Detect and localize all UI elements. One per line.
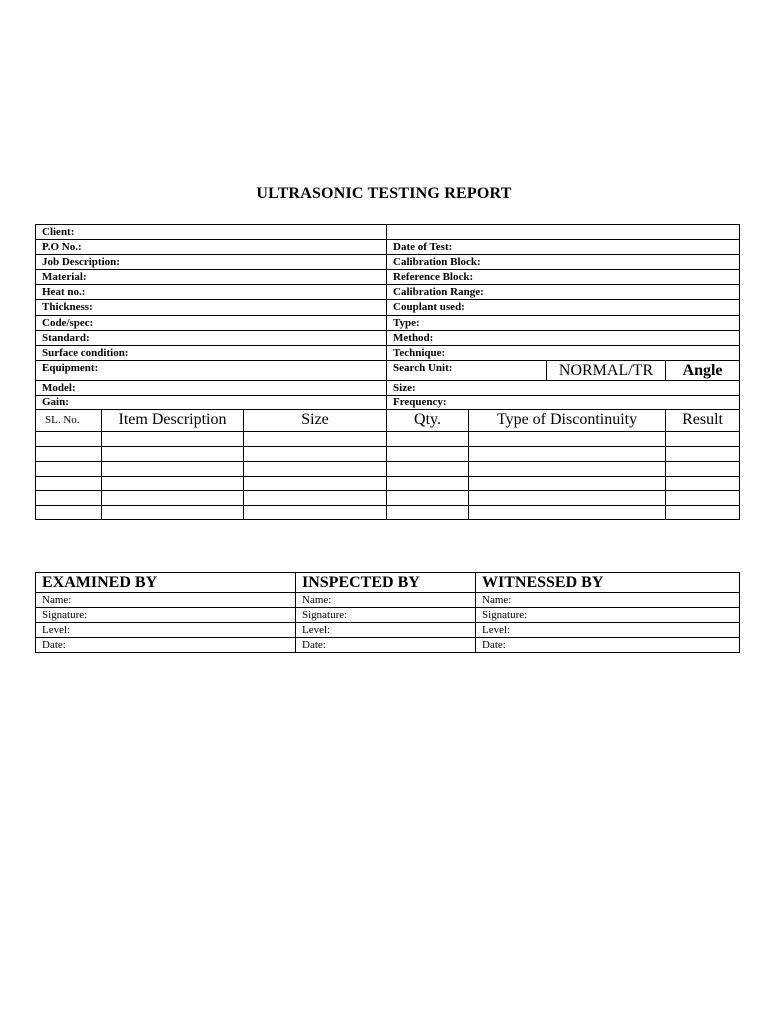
table-cell[interactable] — [666, 477, 740, 491]
header-sl-no: SL. No. — [36, 410, 102, 432]
table-cell[interactable] — [244, 477, 387, 491]
inspector-signature-field[interactable]: Signature: — [296, 608, 476, 623]
table-row — [36, 432, 740, 447]
examiner-signature-field[interactable]: Signature: — [36, 608, 296, 623]
report-table — [35, 224, 740, 520]
po-no-field[interactable]: P.O No.: — [36, 240, 387, 255]
examiner-name-field[interactable]: Name: — [36, 593, 296, 608]
witnessed-by-heading: WITNESSED BY — [476, 573, 740, 593]
table-cell[interactable] — [387, 462, 469, 477]
report-title: ULTRASONIC TESTING REPORT — [256, 185, 512, 202]
table-cell[interactable] — [36, 432, 102, 447]
table-cell[interactable] — [36, 506, 102, 520]
technique-field[interactable]: Technique: — [387, 346, 740, 361]
inspector-level-field[interactable]: Level: — [296, 623, 476, 638]
witness-signature-field[interactable]: Signature: — [476, 608, 740, 623]
calibration-block-field[interactable]: Calibration Block: — [387, 255, 740, 270]
calibration-range-field[interactable]: Calibration Range: — [387, 285, 740, 300]
inspector-name-field[interactable]: Name: — [296, 593, 476, 608]
table-cell[interactable] — [387, 491, 469, 506]
examiner-date-field[interactable]: Date: — [36, 638, 296, 653]
client-value-cell[interactable] — [387, 225, 740, 240]
job-description-field[interactable]: Job Description: — [36, 255, 387, 270]
frequency-field[interactable]: Frequency: — [387, 396, 740, 410]
table-cell[interactable] — [244, 462, 387, 477]
table-cell[interactable] — [387, 432, 469, 447]
date-of-test-field[interactable]: Date of Test: — [387, 240, 740, 255]
table-row — [36, 447, 740, 462]
table-cell[interactable] — [469, 491, 666, 506]
header-item-description: Item Description — [102, 410, 244, 432]
header-size: Size — [244, 410, 387, 432]
header-result: Result — [666, 410, 740, 432]
table-cell[interactable] — [102, 491, 244, 506]
inspected-by-heading: INSPECTED BY — [296, 573, 476, 593]
table-cell[interactable] — [36, 462, 102, 477]
table-cell[interactable] — [469, 432, 666, 447]
thickness-field[interactable]: Thickness: — [36, 300, 387, 316]
normal-tr-field[interactable]: NORMAL/TR — [547, 361, 666, 381]
table-cell[interactable] — [102, 432, 244, 447]
angle-field[interactable]: Angle — [666, 361, 740, 381]
reference-block-field[interactable]: Reference Block: — [387, 270, 740, 285]
standard-field[interactable]: Standard: — [36, 331, 387, 346]
witness-date-field[interactable]: Date: — [476, 638, 740, 653]
table-cell[interactable] — [666, 432, 740, 447]
type-field[interactable]: Type: — [387, 316, 740, 331]
search-unit-field[interactable]: Search Unit: — [387, 361, 547, 381]
table-cell[interactable] — [666, 506, 740, 520]
table-cell[interactable] — [469, 477, 666, 491]
table-cell[interactable] — [36, 491, 102, 506]
table-cell[interactable] — [244, 491, 387, 506]
table-row — [36, 491, 740, 506]
witness-name-field[interactable]: Name: — [476, 593, 740, 608]
table-cell[interactable] — [666, 462, 740, 477]
gain-field[interactable]: Gain: — [36, 396, 387, 410]
inspector-date-field[interactable]: Date: — [296, 638, 476, 653]
table-cell[interactable] — [666, 491, 740, 506]
size-field[interactable]: Size: — [387, 381, 740, 396]
signature-table — [35, 572, 740, 653]
table-cell[interactable] — [102, 477, 244, 491]
examiner-level-field[interactable]: Level: — [36, 623, 296, 638]
table-cell[interactable] — [102, 506, 244, 520]
header-qty: Qty. — [387, 410, 469, 432]
surface-condition-field[interactable]: Surface condition: — [36, 346, 387, 361]
equipment-field[interactable]: Equipment: — [36, 361, 387, 381]
heat-no-field[interactable]: Heat no.: — [36, 285, 387, 300]
client-field[interactable]: Client: — [36, 225, 387, 240]
method-field[interactable]: Method: — [387, 331, 740, 346]
table-row — [36, 506, 740, 520]
table-cell[interactable] — [36, 477, 102, 491]
table-cell[interactable] — [387, 477, 469, 491]
header-type-of-discontinuity: Type of Discontinuity — [469, 410, 666, 432]
table-cell[interactable] — [469, 506, 666, 520]
examined-by-heading: EXAMINED BY — [36, 573, 296, 593]
table-cell[interactable] — [469, 462, 666, 477]
table-cell[interactable] — [244, 432, 387, 447]
table-cell[interactable] — [387, 506, 469, 520]
model-field[interactable]: Model: — [36, 381, 387, 396]
table-cell[interactable] — [36, 447, 102, 462]
table-cell[interactable] — [666, 447, 740, 462]
table-cell[interactable] — [387, 447, 469, 462]
table-row — [36, 462, 740, 477]
table-cell[interactable] — [102, 462, 244, 477]
couplant-used-field[interactable]: Couplant used: — [387, 300, 740, 316]
table-cell[interactable] — [469, 447, 666, 462]
table-cell[interactable] — [244, 506, 387, 520]
table-row — [36, 477, 740, 491]
code-spec-field[interactable]: Code/spec: — [36, 316, 387, 331]
material-field[interactable]: Material: — [36, 270, 387, 285]
table-cell[interactable] — [102, 447, 244, 462]
table-cell[interactable] — [244, 447, 387, 462]
witness-level-field[interactable]: Level: — [476, 623, 740, 638]
